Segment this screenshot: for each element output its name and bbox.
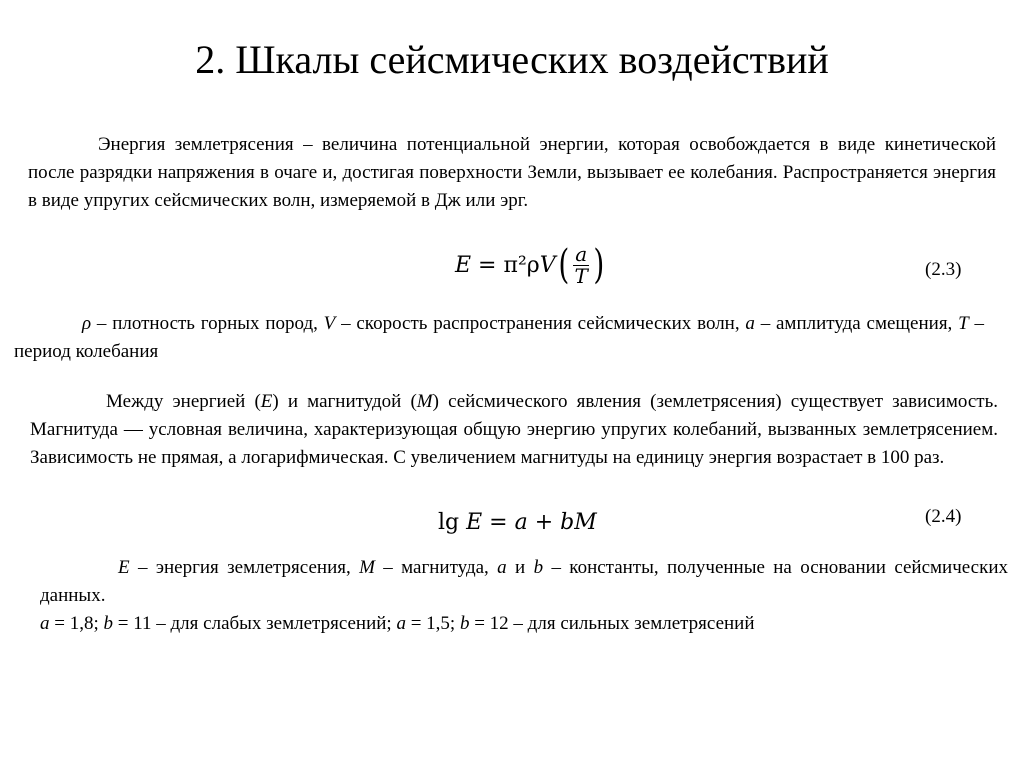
def2-sym-e: E: [118, 557, 130, 578]
fraction-denominator: T: [574, 263, 588, 288]
energy-definitions: [14, 310, 984, 366]
magnitude-formula: [438, 505, 597, 539]
magnitude-definitions: [40, 554, 1008, 610]
val-b1: = 11 – для слабых землетрясений;: [113, 613, 397, 634]
val-sym-a1: a: [40, 613, 50, 634]
energy-paragraph: Энергия землетрясения – величина потенциальной энергии, которая освобождается в виде кинетической после разрядки напряжения в очаге и, достигая поверхности Земли, вызывает ее колебания. Распространяется энергия в виде упругих сейсмических волн, измеряемой в Дж или эрг.: [28, 134, 996, 211]
val-a2: = 1,5;: [405, 613, 460, 634]
def2-sym-m: M: [359, 557, 375, 578]
fraction-numerator: a: [575, 241, 588, 266]
energy-formula: [455, 238, 607, 292]
formula2-lg: lg: [438, 509, 467, 535]
slide-title: 2. Шкалы сейсмических воздействий: [195, 37, 829, 82]
sym-t: T: [958, 313, 969, 334]
val-a1: = 1,8;: [49, 613, 104, 634]
def-a: – амплитуда смещения,: [754, 313, 959, 334]
magnitude-paragraph: [30, 388, 998, 472]
formula-equals: =: [471, 252, 504, 278]
formula-left-paren: (: [557, 242, 569, 288]
formula-fraction: [573, 241, 589, 288]
formula-pi-rho: π²ρ: [503, 252, 540, 278]
sym-v: V: [323, 313, 336, 334]
def-v: – скорость распространения сейсмических волн,: [335, 313, 746, 334]
sym-a: a: [745, 313, 755, 334]
formula-e: E: [455, 252, 472, 278]
mag-text-3: ) сейсмического явления (землетрясения) существует зависимость. Магнитуда — условная величина, характеризующая общую энергию упругих колебаний, вызванных землетрясением. Зависимость не прямая, а логарифмическая. С увеличением магнитуды на единицу энергия возрастает в 100 раз.: [30, 391, 998, 468]
formula2-e: E: [466, 509, 483, 535]
formula2-b: b: [560, 509, 575, 535]
val-sym-b2: b: [459, 613, 470, 634]
formula-v: V: [539, 252, 556, 278]
def2-and: и: [506, 557, 534, 578]
constants-values: [40, 610, 1008, 638]
def2-b: – константы, полученные на основании сейсмических данных.: [40, 557, 1009, 606]
formula2-m: M: [574, 509, 597, 535]
mag-text-2: ) и магнитудой (: [272, 391, 417, 412]
formula-right-paren: ): [593, 242, 605, 288]
mag-sym-m: M: [416, 391, 433, 412]
val-sym-a2: a: [396, 613, 406, 634]
mag-text-1: Между энергией (: [106, 391, 261, 412]
equation-number-2-4: (2.4): [925, 506, 962, 527]
formula2-a: a: [514, 509, 528, 535]
def2-m: – магнитуда,: [374, 557, 498, 578]
equation-number-2-3: (2.3): [925, 259, 962, 280]
def2-e: – энергия землетрясения,: [129, 557, 360, 578]
def-t: – период колебания: [14, 313, 985, 362]
val-sym-b1: b: [103, 613, 113, 634]
def2-sym-a: a: [497, 557, 507, 578]
formula2-plus: +: [527, 509, 561, 535]
val-b2: = 12 – для сильных землетрясений: [469, 613, 755, 634]
def2-sym-b: b: [533, 557, 544, 578]
sym-rho: ρ: [82, 313, 92, 334]
def-rho: – плотность горных пород,: [91, 313, 324, 334]
mag-sym-e: E: [260, 391, 273, 412]
formula2-equals: =: [482, 509, 515, 535]
